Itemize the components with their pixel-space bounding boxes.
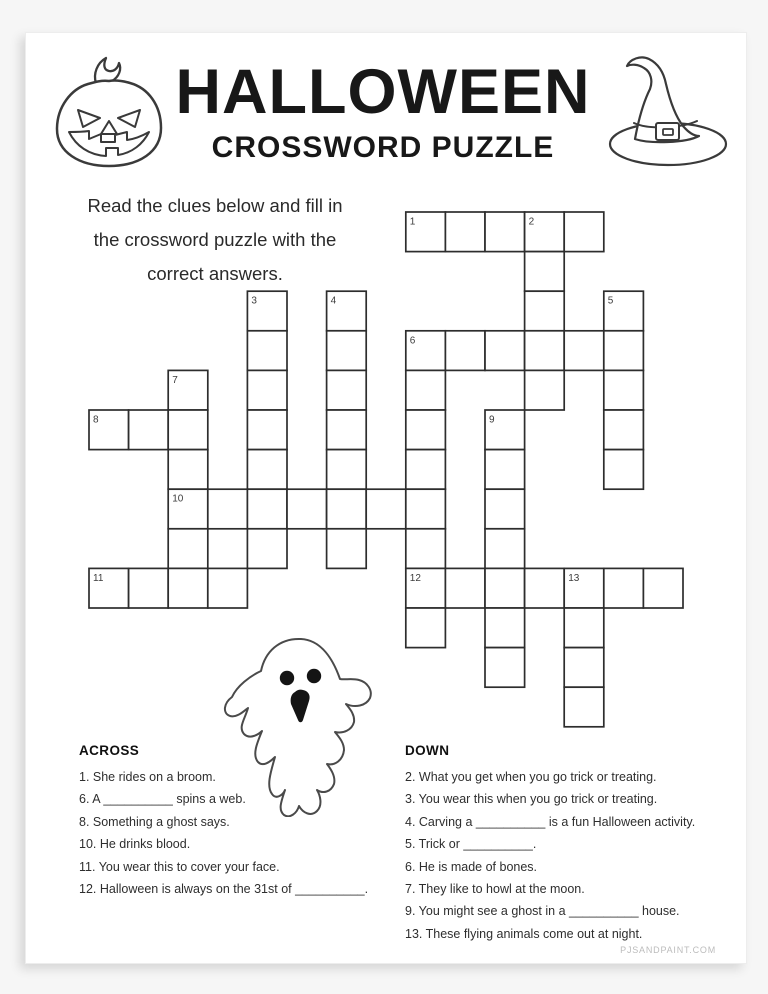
- across-heading: ACROSS: [79, 743, 140, 758]
- across-clue-list: [79, 766, 409, 900]
- cell-number: 12: [409, 572, 421, 584]
- page-subtitle: CROSSWORD PUZZLE: [211, 131, 555, 164]
- cell-number: 7: [172, 374, 178, 386]
- grid-cell[interactable]: [406, 608, 446, 648]
- grid-cell[interactable]: [485, 568, 525, 608]
- grid-cell[interactable]: [129, 410, 169, 450]
- grid-cell[interactable]: [485, 331, 525, 371]
- grid-cell[interactable]: [485, 450, 525, 490]
- clue-item: 10. He drinks blood.: [79, 837, 191, 852]
- grid-cell[interactable]: [525, 568, 565, 608]
- title-block: [154, 59, 612, 164]
- cell-number: 2: [528, 216, 535, 228]
- grid-cell[interactable]: [604, 370, 644, 410]
- grid-cell[interactable]: [247, 410, 287, 450]
- cell-number: 5: [607, 295, 614, 307]
- instructions-line: Read the clues below and fill in: [87, 195, 343, 216]
- clue-item: 8. Something a ghost says.: [79, 814, 230, 829]
- witch-hat-icon: [604, 55, 732, 169]
- grid-cell[interactable]: [406, 370, 446, 410]
- grid-cell[interactable]: [564, 648, 604, 688]
- grid-cell[interactable]: [643, 568, 683, 608]
- grid-cell[interactable]: [406, 529, 446, 569]
- cell-number: 6: [409, 335, 416, 347]
- down-clue-list: [405, 766, 743, 945]
- grid-cell[interactable]: [327, 370, 367, 410]
- grid-cell[interactable]: [525, 252, 565, 292]
- cell-number: 8: [93, 414, 99, 426]
- grid-cell[interactable]: [327, 410, 367, 450]
- grid-cell[interactable]: [485, 489, 525, 529]
- grid-cell[interactable]: [327, 450, 367, 490]
- grid-cell[interactable]: [445, 568, 485, 608]
- clue-item: 13. These flying animals come out at night.: [405, 926, 643, 941]
- grid-cell[interactable]: [604, 450, 644, 490]
- across-section: [79, 743, 409, 900]
- instructions-line: correct answers.: [147, 263, 283, 284]
- grid-cell[interactable]: [208, 489, 248, 529]
- grid-cell[interactable]: [366, 489, 406, 529]
- cell-number: 1: [409, 216, 416, 228]
- grid-cell[interactable]: [564, 331, 604, 371]
- grid-cell[interactable]: [168, 450, 208, 490]
- instructions-line: the crossword puzzle with the: [93, 229, 337, 250]
- cell-number: 4: [330, 295, 337, 307]
- clue-item: 3. You wear this when you go trick or treating.: [405, 792, 658, 807]
- grid-cell[interactable]: [247, 450, 287, 490]
- grid-cell[interactable]: [445, 212, 485, 252]
- grid-cell[interactable]: [525, 370, 565, 410]
- grid-cell[interactable]: [485, 212, 525, 252]
- grid-cell[interactable]: [564, 608, 604, 648]
- clue-item: 12. Halloween is always on the 31st of __________.: [79, 882, 369, 897]
- grid-cell[interactable]: [604, 331, 644, 371]
- clue-item: 7. They like to howl at the moon.: [405, 882, 585, 897]
- cell-number: 3: [251, 295, 257, 307]
- grid-cell[interactable]: [327, 489, 367, 529]
- grid-cell[interactable]: [485, 608, 525, 648]
- clue-item: 11. You wear this to cover your face.: [79, 859, 280, 874]
- cell-number: 10: [172, 493, 184, 505]
- clue-item: 9. You might see a ghost in a __________ house.: [405, 904, 680, 919]
- cell-number: 13: [568, 572, 580, 584]
- grid-cell[interactable]: [327, 529, 367, 569]
- grid-cell[interactable]: [168, 410, 208, 450]
- cell-number: 11: [93, 572, 104, 584]
- clue-item: 1. She rides on a broom.: [79, 770, 216, 784]
- ghost-eye: [307, 669, 321, 683]
- grid-cell[interactable]: [287, 489, 327, 529]
- grid-cell[interactable]: [247, 370, 287, 410]
- grid-cell[interactable]: [604, 410, 644, 450]
- cell-number: 9: [489, 414, 495, 426]
- crossword-grid: [88, 211, 684, 728]
- grid-cell[interactable]: [445, 331, 485, 371]
- grid-cell[interactable]: [564, 687, 604, 727]
- grid-cell[interactable]: [327, 331, 367, 371]
- page-title: HALLOWEEN: [175, 57, 591, 127]
- grid-cell[interactable]: [485, 529, 525, 569]
- clue-item: 4. Carving a __________ is a fun Halloween activity.: [405, 814, 696, 829]
- grid-cell[interactable]: [406, 450, 446, 490]
- down-heading: DOWN: [405, 743, 450, 758]
- grid-cell[interactable]: [564, 212, 604, 252]
- down-section: [405, 743, 743, 945]
- grid-cell[interactable]: [604, 568, 644, 608]
- grid-cell[interactable]: [525, 331, 565, 371]
- grid-cell[interactable]: [406, 410, 446, 450]
- clue-item: 2. What you get when you go trick or treating.: [405, 770, 657, 784]
- grid-cell[interactable]: [247, 529, 287, 569]
- grid-cell[interactable]: [247, 331, 287, 371]
- grid-cell[interactable]: [129, 568, 169, 608]
- paper: [25, 32, 747, 964]
- grid-cell[interactable]: [406, 489, 446, 529]
- grid-cell[interactable]: [208, 568, 248, 608]
- grid-cell[interactable]: [247, 489, 287, 529]
- clue-item: 6. A __________ spins a web.: [79, 792, 246, 807]
- watermark: PJSANDPAINT.COM: [620, 945, 716, 955]
- grid-cell[interactable]: [525, 291, 565, 331]
- grid-cell[interactable]: [168, 529, 208, 569]
- clue-item: 5. Trick or __________.: [405, 837, 537, 852]
- grid-cell[interactable]: [168, 568, 208, 608]
- grid-cell[interactable]: [485, 648, 525, 688]
- ghost-eye: [280, 671, 294, 685]
- clue-item: 6. He is made of bones.: [405, 859, 538, 874]
- jack-o-lantern-icon: [49, 53, 169, 171]
